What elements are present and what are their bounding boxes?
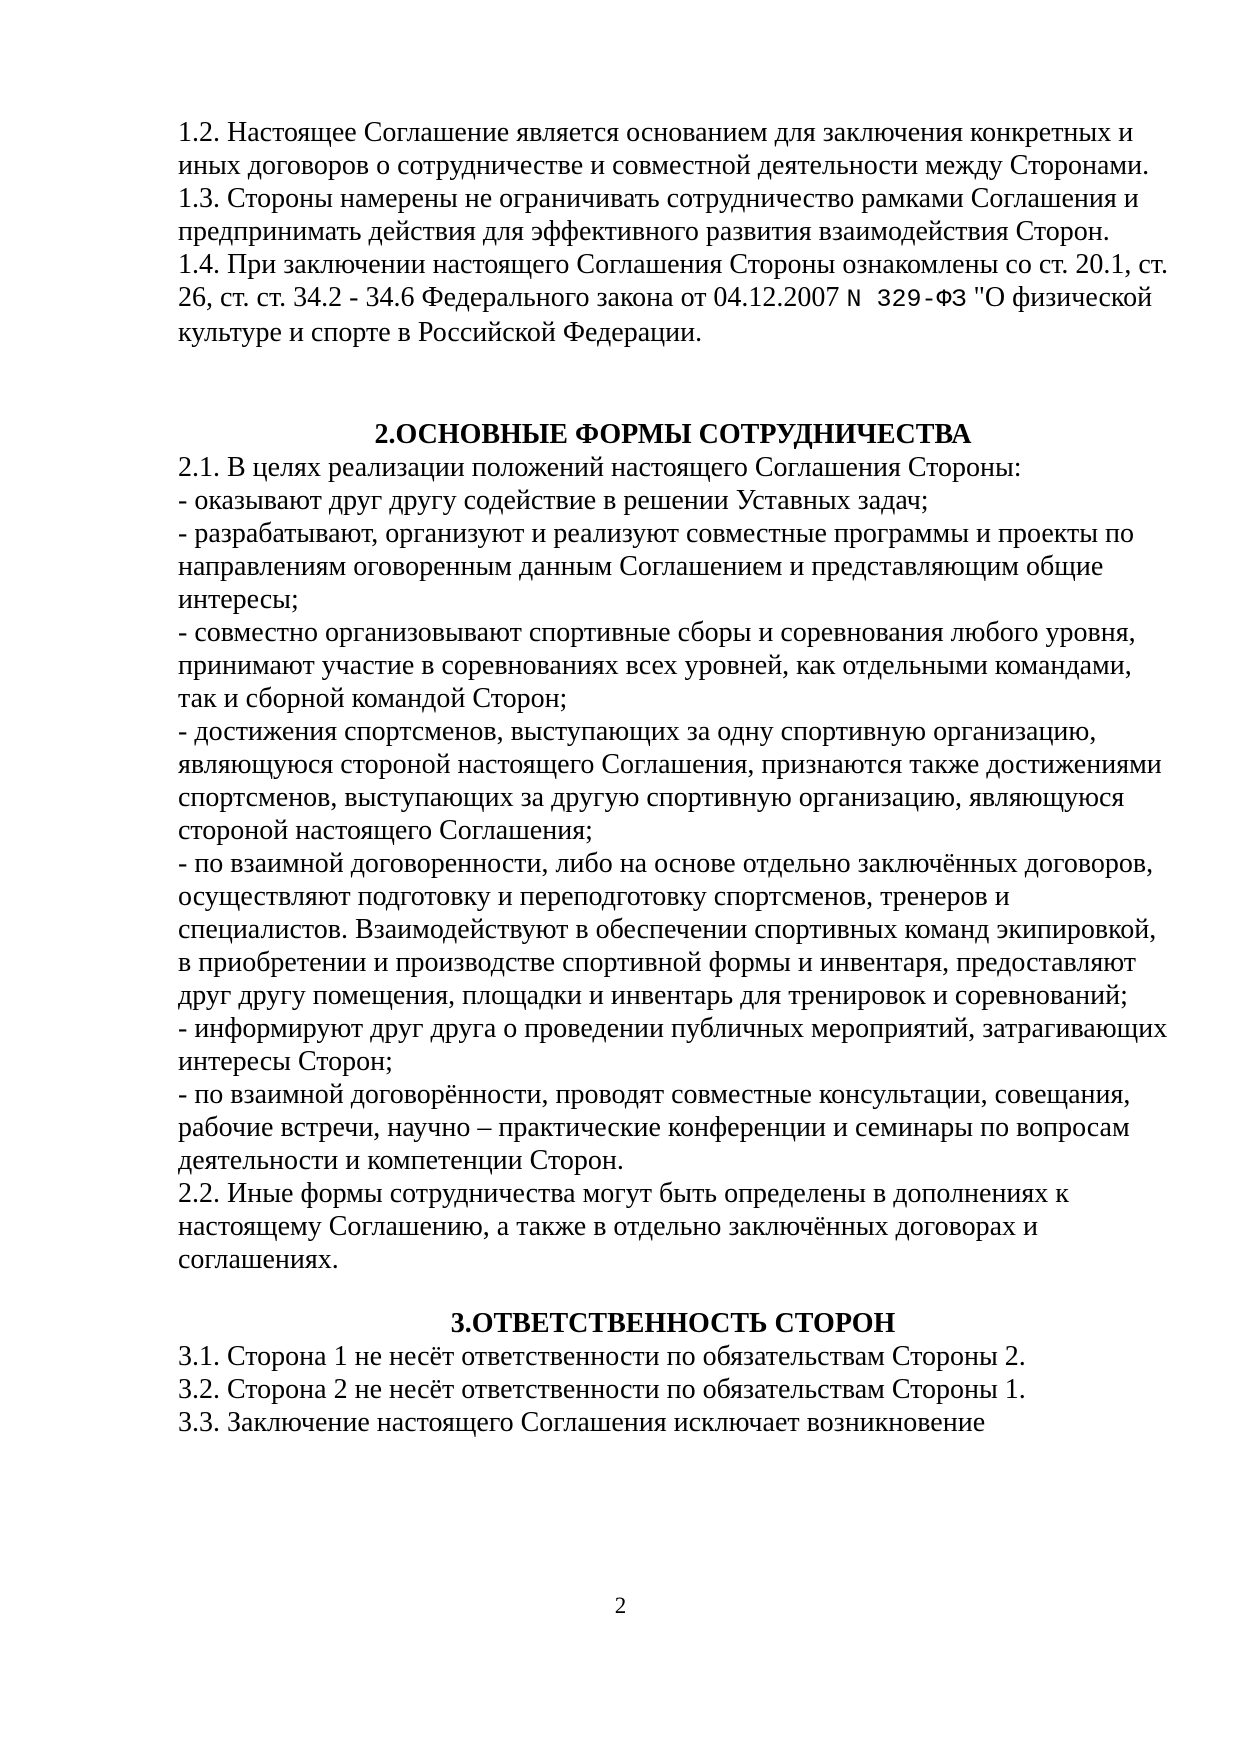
clause-1-4-text-a: 1.4. При заключении настоящего Соглашения Стороны ознакомлены со ст. 20.1, ст. 26, ст. ст. 34.2 - 34.6 Федерального закона от 04.12.2007	[178, 249, 1168, 313]
clause-3-2: 3.2. Сторона 2 не несёт ответственности по обязательствам Стороны 1.	[178, 1374, 1026, 1405]
clause-1-2: 1.2. Настоящее Соглашение является основанием для заключения конкретных и иных договоров о сотрудничестве и совместной деятельности между Сторонами.	[178, 117, 1150, 181]
clause-3-1: 3.1. Сторона 1 не несёт ответственности по обязательствам Стороны 2.	[178, 1341, 1026, 1372]
clause-2-1: 2.1. В целях реализации положений настоящего Соглашения Стороны:	[178, 452, 1022, 483]
clause-3-3: 3.3. Заключение настоящего Соглашения исключает возникновение	[178, 1407, 986, 1438]
law-number: N 329-ФЗ	[846, 285, 967, 314]
clause-2-1-item: - по взаимной договорённости, проводят совместные консультации, совещания, рабочие встречи, научно – практические конференции и семинары по вопросам деятельности и компетенции Сторон.	[178, 1079, 1131, 1176]
clause-2-1-item: - разрабатывают, организуют и реализуют совместные программы и проекты по направлениям оговоренным данным Соглашением и представляющим общие интересы;	[178, 518, 1135, 615]
section-2-heading: 2.ОСНОВНЫЕ ФОРМЫ СОТРУДНИЧЕСТВА	[374, 419, 972, 450]
page-number: 2	[614, 1593, 627, 1618]
clause-2-2: 2.2. Иные формы сотрудничества могут быть определены в дополнениях к настоящему Соглашению, а также в отдельно заключённых договорах и соглашениях.	[178, 1178, 1069, 1275]
clause-2-1-item: - информируют друг друга о проведении публичных мероприятий, затрагивающих интересы Сторон;	[178, 1013, 1168, 1077]
document-body	[178, 116, 1168, 1439]
clause-2-1-item: - достижения спортсменов, выступающих за одну спортивную организацию, являющуюся стороной настоящего Соглашения, признаются также достижениями спортсменов, выступающих за другую спортивную организацию, являющуюся стороной настоящего Соглашения;	[178, 716, 1162, 846]
clause-2-1-item: - оказывают друг другу содействие в решении Уставных задач;	[178, 485, 929, 516]
clause-2-1-item: - совместно организовывают спортивные сборы и соревнования любого уровня, принимают участие в соревнованиях всех уровней, как отдельными командами, так и сборной командой Сторон;	[178, 617, 1136, 714]
section-3-heading: 3.ОТВЕТСТВЕННОСТЬ СТОРОН	[450, 1308, 896, 1339]
clause-1-3: 1.3. Стороны намерены не ограничивать сотрудничество рамками Соглашения и предпринимать действия для эффективного развития взаимодействия Сторон.	[178, 183, 1139, 247]
clause-1-4-text-b: "О физической культуре и спорте в Российской Федерации.	[178, 282, 1153, 348]
clause-2-1-item: - по взаимной договоренности, либо на основе отдельно заключённых договоров, осуществляют подготовку и переподготовку спортсменов, тренеров и специалистов. Взаимодействуют в обеспечении спортивных команд экипировкой, в приобретении и производстве спортивной формы и инвентаря, предоставляют друг другу помещения, площадки и инвентарь для тренировок и соревнований;	[178, 848, 1157, 1011]
clause-1-4	[178, 248, 1168, 349]
